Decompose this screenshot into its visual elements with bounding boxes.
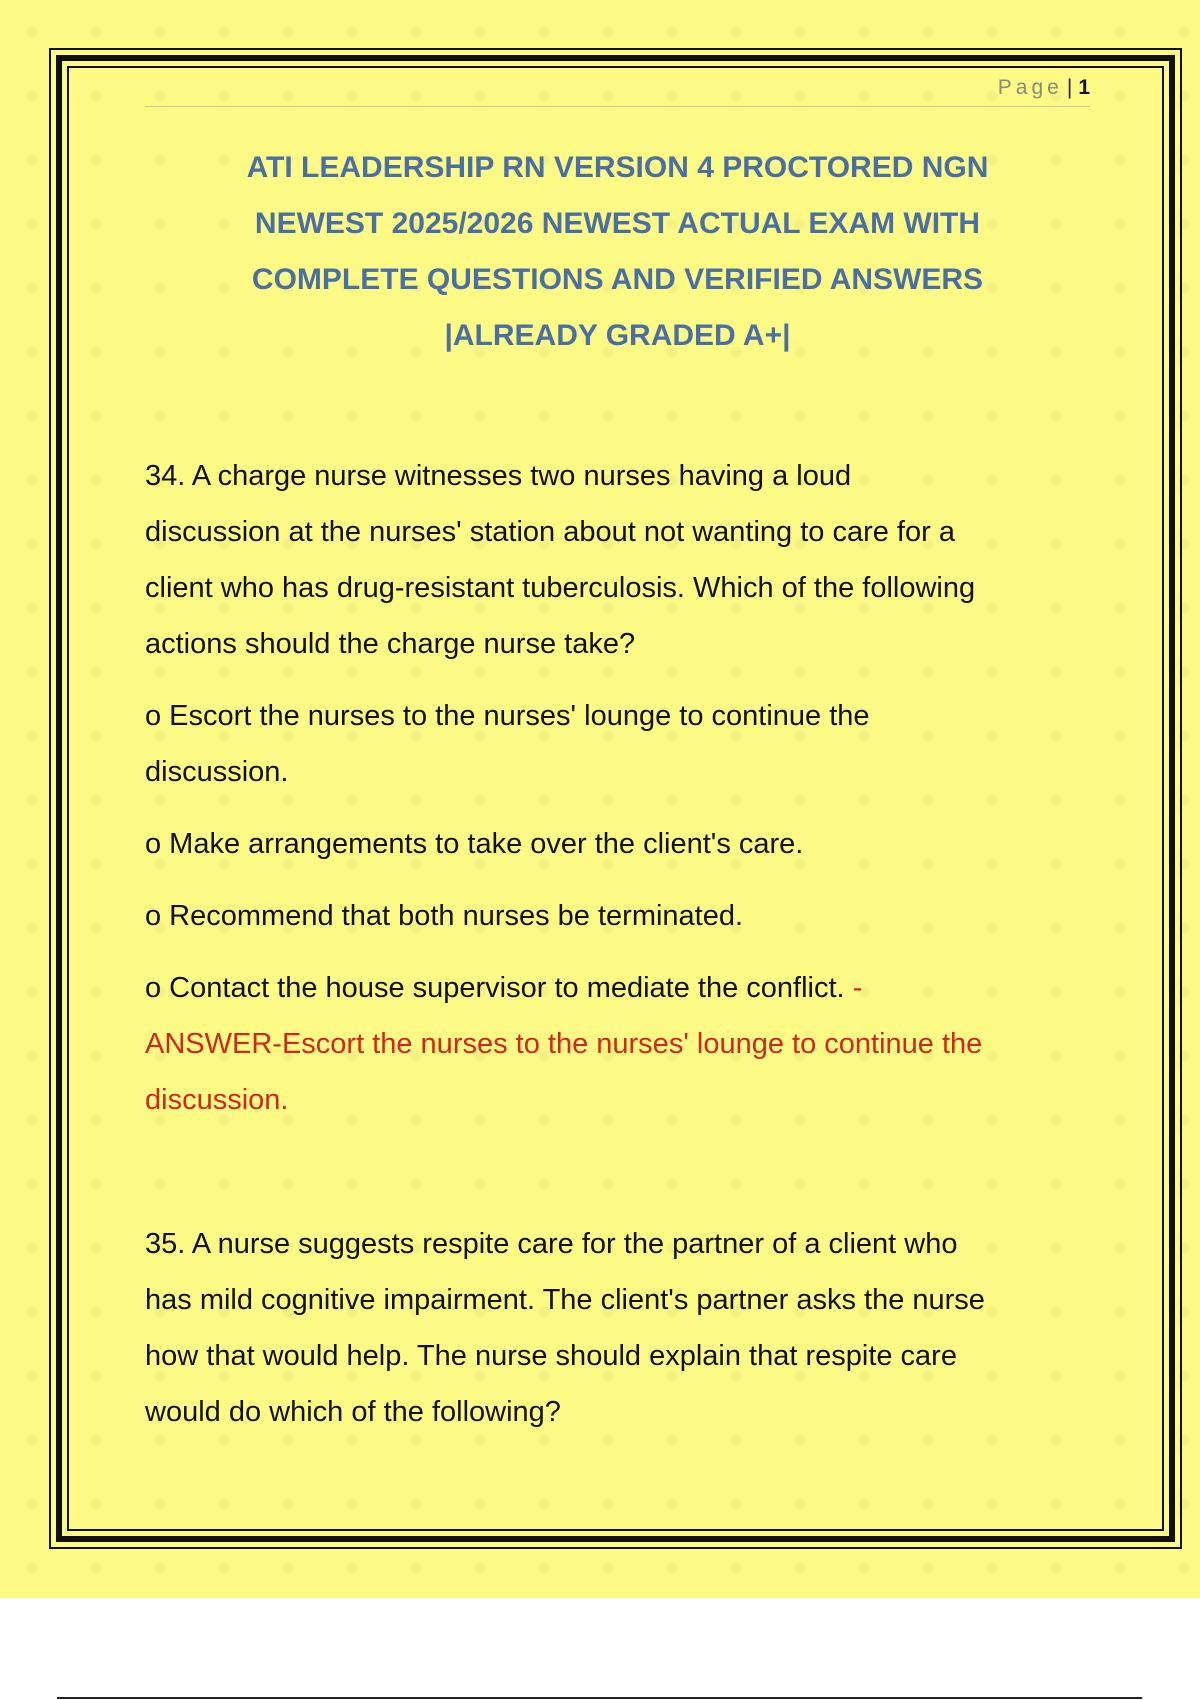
question-34-option-3: o Recommend that both nurses be terminated.	[145, 900, 744, 932]
question-34-option-1: o Escort the nurses to the nurses' lounge to continue the discussion.	[145, 700, 870, 788]
page-number	[998, 76, 1090, 100]
page-separator: |	[1066, 76, 1073, 99]
document-body	[145, 448, 1095, 1456]
question-34-answer: ANSWER-Escort the nurses to the nurses' lounge to continue the	[145, 1028, 983, 1060]
title-line: NEWEST 2025/2026 NEWEST ACTUAL EXAM WITH	[254, 207, 981, 240]
question-35-stem: 35. A nurse suggests respite care for the partner of a client who has mild cognitive impairment. The client's partner asks the nurse how that would help. The nurse should explain that respite care would do which of the following?	[145, 1228, 985, 1428]
question-34-option-4: o Contact the house supervisor to mediate the conflict.	[145, 972, 845, 1004]
footer-rule	[57, 1697, 1142, 1699]
page-number-value: 1	[1078, 76, 1090, 99]
page-header	[145, 70, 1090, 107]
question-34-stem: 34. A charge nurse witnesses two nurses having a loud discussion at the nurses' station about not wanting to care for a client who has drug-resistant tuberculosis. Which of the following actions should the charge nurse take?	[145, 460, 976, 660]
answer-dash: -	[844, 972, 863, 1004]
title-line: COMPLETE QUESTIONS AND VERIFIED ANSWERS	[251, 263, 984, 296]
document-title	[145, 140, 1090, 364]
question-34-option-2: o Make arrangements to take over the client's care.	[145, 828, 804, 860]
question-34-answer: discussion.	[145, 1084, 289, 1116]
question-34-option-4-and-answer	[145, 960, 1095, 1128]
title-line: ATI LEADERSHIP RN VERSION 4 PROCTORED NGN	[246, 151, 989, 184]
title-line: |ALREADY GRADED A+|	[444, 319, 791, 352]
page-label: Page	[997, 76, 1063, 99]
